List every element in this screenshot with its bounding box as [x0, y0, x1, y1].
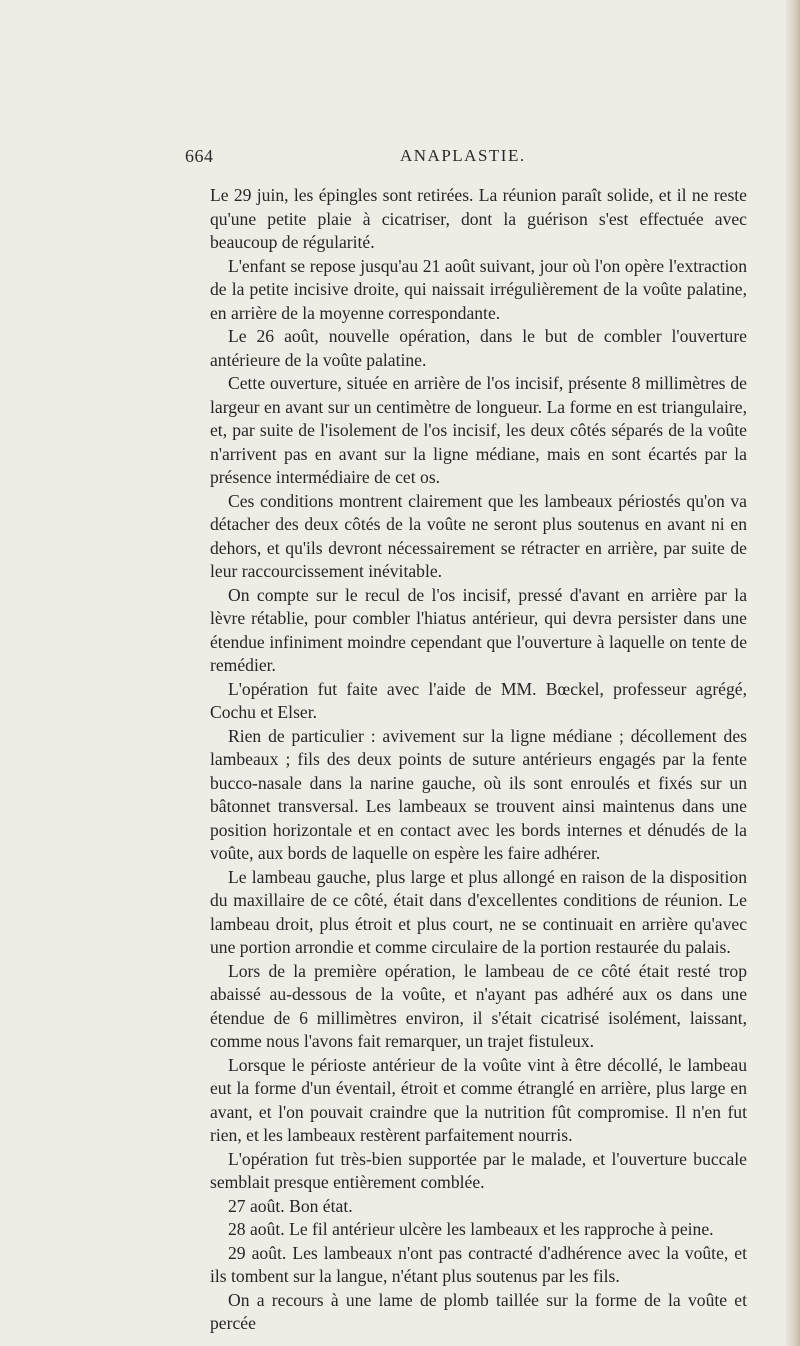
paragraph: L'opération fut faite avec l'aide de MM. Bœckel, professeur agrégé, Cochu et Elser.	[210, 678, 747, 722]
page-number: 664	[185, 146, 214, 166]
paragraph: L'enfant se repose jusqu'au 21 août suivant, jour où l'on opère l'extraction de la petite incisive droite, qui naissait irrégulièrement de la voûte palatine, en arrière de la moyenne correspondante.	[210, 255, 747, 323]
page-edge	[786, 0, 800, 1346]
paragraph: 29 août. Les lambeaux n'ont pas contracté d'adhérence avec la voûte, et ils tombent sur la langue, n'étant plus soutenus par les fils.	[210, 1242, 747, 1286]
paragraph: Lorsque le périoste antérieur de la voûte vint à être décollé, le lambeau eut la forme d'un éventail, étroit et comme étranglé en arrière, plus large en avant, et l'on pouvait craindre que la nutrition fût compromise. Il n'en fut rien, et les lambeaux restèrent parfaitement nourris.	[210, 1054, 747, 1145]
body-text	[210, 184, 747, 1336]
paragraph: Rien de particulier : avivement sur la ligne médiane ; décollement des lambeaux ; fils des deux points de suture antérieurs engagés par la fente bucco-nasale dans la narine gauche, où ils sont enroulés et fixés sur un bâtonnet transversal. Les lambeaux se trouvent ainsi maintenus dans une position horizontale et en contact avec les bords internes et dénudés de la voûte, aux bords de laquelle on espère les faire adhérer.	[210, 725, 747, 863]
paragraph: Ces conditions montrent clairement que les lambeaux périostés qu'on va détacher des deux côtés de la voûte ne seront plus soutenus en avant ni en dehors, et qu'ils devront nécessairement se rétracter en arrière, par suite de leur raccourcissement inévitable.	[210, 490, 747, 581]
running-head: ANAPLASTIE.	[400, 146, 526, 165]
paragraph: Le lambeau gauche, plus large et plus allongé en raison de la disposition du maxillaire de ce côté, était dans d'excellentes conditions de réunion. Le lambeau droit, plus étroit et plus court, ne se continuait en arrière qu'avec une portion arrondie et comme circulaire de la portion restaurée du palais.	[210, 866, 747, 957]
paragraph: 28 août. Le fil antérieur ulcère les lambeaux et les rapproche à peine.	[228, 1219, 714, 1239]
paragraph: Lors de la première opération, le lambeau de ce côté était resté trop abaissé au-dessous de la voûte, et n'ayant pas adhéré aux os dans une étendue de 6 millimètres environ, il s'était cicatrisé isolément, laissant, comme nous l'avons fait remarquer, un trajet fistuleux.	[210, 960, 747, 1051]
paragraph: Le 29 juin, les épingles sont retirées. La réunion paraît solide, et il ne reste qu'une petite plaie à cicatriser, dont la guérison s'est effectuée avec beaucoup de régularité.	[210, 185, 747, 252]
paragraph: Le 26 août, nouvelle opération, dans le but de combler l'ouverture antérieure de la voûte palatine.	[210, 326, 747, 370]
paragraph: On compte sur le recul de l'os incisif, pressé d'avant en arrière par la lèvre rétablie, pour combler l'hiatus antérieur, qui devra persister dans une étendue infiniment moindre cependant que l'ouverture à laquelle on tente de remédier.	[210, 584, 747, 675]
page-header	[0, 146, 800, 170]
paragraph: 27 août. Bon état.	[228, 1195, 353, 1216]
paragraph: On a recours à une lame de plomb taillée sur la forme de la voûte et percée	[210, 1289, 747, 1333]
paragraph: Cette ouverture, située en arrière de l'os incisif, présente 8 millimètres de largeur en avant sur un centimètre de longueur. La forme en est triangulaire, et, par suite de l'isolement de l'os incisif, les deux côtés séparés de la voûte n'arrivent pas en avant sur la ligne médiane, mais en sont écartés par la présence intermédiaire de cet os.	[210, 373, 747, 487]
paragraph: L'opération fut très-bien supportée par le malade, et l'ouverture buccale semblait presque entièrement comblée.	[210, 1148, 747, 1192]
